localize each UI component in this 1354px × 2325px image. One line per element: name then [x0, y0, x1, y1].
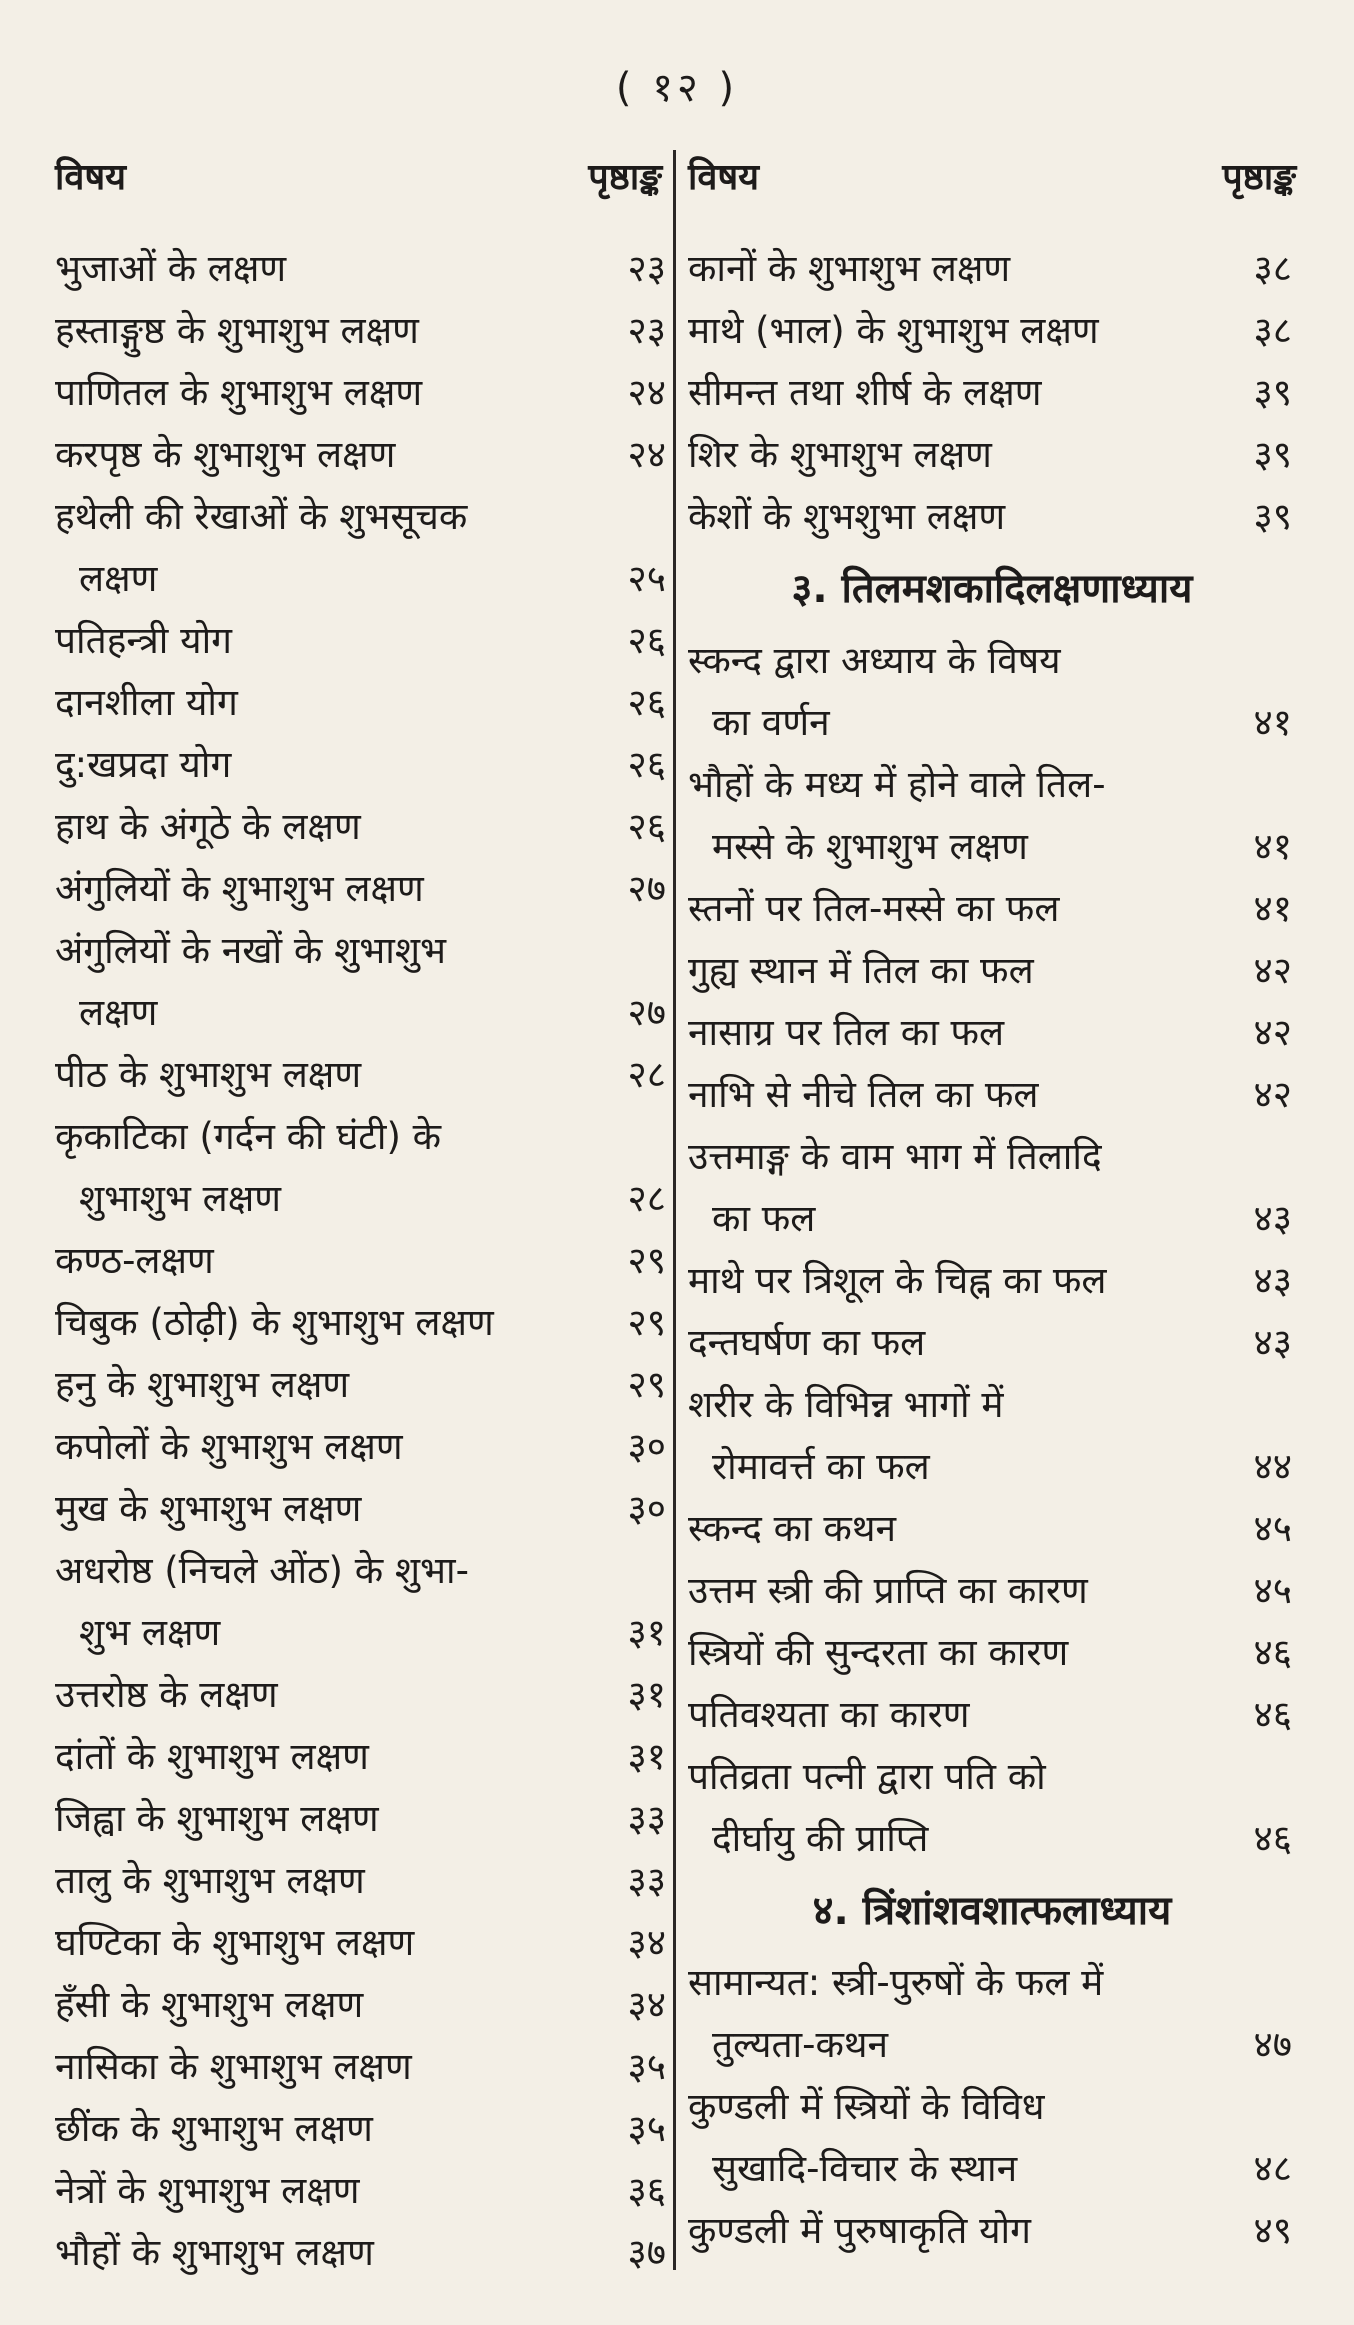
entry-page-number: २७ — [627, 991, 666, 1034]
toc-entry — [688, 630, 1296, 754]
toc-entry — [55, 858, 670, 920]
entry-title: कण्ठ-लक्षण — [55, 1239, 214, 1282]
entry-title: घण्टिका के शुभाशुभ लक्षण — [55, 1921, 415, 1964]
toc-entry — [55, 486, 670, 610]
toc-entry — [688, 1312, 1296, 1374]
entry-title: तालु के शुभाशुभ लक्षण — [55, 1859, 365, 1902]
toc-entry — [688, 1684, 1296, 1746]
entry-title — [688, 2076, 1222, 2200]
entry-title — [55, 486, 596, 610]
entry-title: केशों के शुभशुभा लक्षण — [688, 495, 1006, 538]
toc-entry — [55, 672, 670, 734]
toc-entry — [688, 1560, 1296, 1622]
entry-page-number: ३४ — [627, 1983, 666, 2026]
entry-title: पतिवश्यता का कारण — [688, 1693, 970, 1736]
entry-page-number: ४४ — [1253, 1445, 1292, 1488]
entry-title: दन्तघर्षण का फल — [688, 1321, 926, 1364]
right-entry-list-c — [688, 1952, 1296, 2262]
entry-page-number: २६ — [627, 681, 666, 724]
entry-title: हनु के शुभाशुभ लक्षण — [55, 1363, 350, 1406]
entry-title: भौहों के शुभाशुभ लक्षण — [55, 2231, 374, 2274]
entry-title-line1: स्कन्द द्वारा अध्याय के विषय — [688, 639, 1061, 682]
entry-title — [55, 1540, 596, 1664]
entry-title — [688, 1374, 1222, 1498]
entry-title — [55, 920, 596, 1044]
entry-page-number: ४३ — [1253, 1321, 1292, 1364]
left-column — [55, 148, 670, 2284]
entry-title-line1: भौहों के मध्य में होने वाले तिल- — [688, 763, 1106, 806]
entry-page-number: ४७ — [1253, 2023, 1292, 2066]
entry-page-number: ४२ — [1253, 1073, 1292, 1116]
toc-entry — [688, 1250, 1296, 1312]
entry-page-number: २४ — [627, 371, 666, 414]
entry-title: स्तनों पर तिल-मस्से का फल — [688, 887, 1060, 930]
entry-title — [688, 754, 1222, 878]
entry-page-number: २९ — [627, 1301, 666, 1344]
entry-title: नासाग्र पर तिल का फल — [688, 1011, 1005, 1054]
toc-entry — [55, 1230, 670, 1292]
entry-title: कानों के शुभाशुभ लक्षण — [688, 247, 1011, 290]
toc-entry — [688, 1126, 1296, 1250]
entry-title-line2: शुभाशुभ लक्षण — [79, 1177, 282, 1220]
toc-entry — [688, 362, 1296, 424]
subject-heading: विषय — [688, 157, 760, 198]
column-divider — [673, 150, 676, 2270]
toc-entry — [688, 238, 1296, 300]
toc-entry — [55, 920, 670, 1044]
entry-page-number: ४२ — [1253, 1011, 1292, 1054]
entry-page-number: ३५ — [627, 2107, 666, 2150]
entry-page-number: ३६ — [627, 2169, 666, 2212]
entry-title: करपृष्ठ के शुभाशुभ लक्षण — [55, 433, 396, 476]
section-heading-3: ३. तिलमशकादिलक्षणाध्याय — [791, 566, 1193, 612]
entry-page-number: ४३ — [1253, 1197, 1292, 1240]
entry-page-number: २८ — [627, 1177, 666, 1220]
toc-entry — [688, 940, 1296, 1002]
toc-entry — [688, 2076, 1296, 2200]
entry-title: शिर के शुभाशुभ लक्षण — [688, 433, 992, 476]
left-entry-list — [55, 238, 670, 2284]
entry-title: पीठ के शुभाशुभ लक्षण — [55, 1053, 362, 1096]
toc-entry — [55, 1354, 670, 1416]
entry-title: पतिहन्त्री योग — [55, 619, 233, 662]
entry-title-line1: कुण्डली में स्त्रियों के विविध — [688, 2085, 1045, 2128]
entry-title-line2: सुखादि-विचार के स्थान — [712, 2147, 1018, 2190]
toc-entry — [688, 2200, 1296, 2262]
toc-entry — [55, 2098, 670, 2160]
entry-page-number: ३१ — [627, 1611, 666, 1654]
toc-entry — [55, 796, 670, 858]
toc-entry — [55, 1726, 670, 1788]
entry-title: अंगुलियों के शुभाशुभ लक्षण — [55, 867, 424, 910]
entry-title-line2: रोमावर्त्त का फल — [712, 1445, 930, 1488]
entry-page-number: २३ — [627, 247, 666, 290]
entry-title-line2: तुल्यता-कथन — [712, 2023, 889, 2066]
entry-page-number: ४१ — [1253, 887, 1292, 930]
entry-title: नाभि से नीचे तिल का फल — [688, 1073, 1039, 1116]
entry-page-number: ३५ — [627, 2045, 666, 2088]
entry-page-number: ३३ — [627, 1797, 666, 1840]
entry-page-number: ३१ — [627, 1735, 666, 1778]
page-heading: पृष्ठाङ्क — [588, 157, 662, 198]
toc-entry — [55, 424, 670, 486]
entry-page-number: ३१ — [627, 1673, 666, 1716]
entry-title: हस्ताङ्गुष्ठ के शुभाशुभ लक्षण — [55, 309, 419, 352]
entry-title: हाथ के अंगूठे के लक्षण — [55, 805, 361, 848]
toc-entry — [55, 1292, 670, 1354]
entry-title-line2: का वर्णन — [712, 701, 830, 744]
toc-entry — [55, 610, 670, 672]
entry-title: भुजाओं के लक्षण — [55, 247, 287, 290]
entry-title-line1: अधरोष्ठ (निचले ओंठ) के शुभा- — [55, 1549, 469, 1592]
entry-page-number: ३९ — [1253, 495, 1292, 538]
entry-page-number: २९ — [627, 1363, 666, 1406]
entry-title: मुख के शुभाशुभ लक्षण — [55, 1487, 362, 1530]
page-heading: पृष्ठाङ्क — [1222, 157, 1296, 198]
toc-entry — [55, 1106, 670, 1230]
toc-entry — [688, 1498, 1296, 1560]
toc-entry — [688, 1952, 1296, 2076]
toc-entry — [688, 878, 1296, 940]
entry-title: कपोलों के शुभाशुभ लक्षण — [55, 1425, 403, 1468]
entry-page-number: ४१ — [1253, 825, 1292, 868]
entry-title-line2: मस्से के शुभाशुभ लक्षण — [712, 825, 1028, 868]
toc-entry — [55, 1044, 670, 1106]
entry-page-number: ३० — [627, 1425, 666, 1468]
entry-page-number: ४५ — [1253, 1507, 1292, 1550]
right-entry-list-b — [688, 630, 1296, 1870]
entry-title: छींक के शुभाशुभ लक्षण — [55, 2107, 373, 2150]
toc-entry — [55, 1912, 670, 1974]
entry-page-number: ३७ — [627, 2231, 666, 2274]
toc-entry — [55, 2222, 670, 2284]
entry-page-number: ४६ — [1253, 1693, 1292, 1736]
entry-title: दु:खप्रदा योग — [55, 743, 232, 786]
entry-title-line2: लक्षण — [79, 557, 158, 600]
toc-entry — [688, 1746, 1296, 1870]
entry-title — [688, 1126, 1222, 1250]
entry-page-number: ३९ — [1253, 371, 1292, 414]
entry-page-number: ४१ — [1253, 701, 1292, 744]
page-number: ( १२ ) — [615, 65, 739, 111]
toc-entry — [55, 300, 670, 362]
entry-page-number: २८ — [627, 1053, 666, 1096]
entry-page-number: ४९ — [1253, 2209, 1292, 2252]
entry-title-line2: शुभ लक्षण — [79, 1611, 221, 1654]
entry-title-line1: कृकाटिका (गर्दन की घंटी) के — [55, 1115, 442, 1158]
entry-page-number: ४५ — [1253, 1569, 1292, 1612]
entry-title — [55, 1106, 596, 1230]
entry-title: नेत्रों के शुभाशुभ लक्षण — [55, 2169, 360, 2212]
toc-entry — [688, 424, 1296, 486]
subject-heading: विषय — [55, 157, 127, 198]
entry-title-line1: अंगुलियों के नखों के शुभाशुभ — [55, 929, 446, 972]
toc-entry — [55, 734, 670, 796]
entry-title-line1: पतिव्रता पत्नी द्वारा पति को — [688, 1755, 1046, 1798]
entry-title: दांतों के शुभाशुभ लक्षण — [55, 1735, 369, 1778]
entry-title: माथे पर त्रिशूल के चिह्न का फल — [688, 1259, 1107, 1302]
entry-title-line1: शरीर के विभिन्न भागों में — [688, 1383, 1004, 1426]
entry-title: नासिका के शुभाशुभ लक्षण — [55, 2045, 412, 2088]
entry-title: पाणितल के शुभाशुभ लक्षण — [55, 371, 423, 414]
entry-title: चिबुक (ठोढ़ी) के शुभाशुभ लक्षण — [55, 1301, 494, 1344]
entry-page-number: ३९ — [1253, 433, 1292, 476]
toc-entry — [55, 1416, 670, 1478]
entry-page-number: ३० — [627, 1487, 666, 1530]
entry-page-number: ३४ — [627, 1921, 666, 1964]
entry-title-line1: उत्तमाङ्ग के वाम भाग में तिलादि — [688, 1135, 1102, 1178]
entry-title: हँसी के शुभाशुभ लक्षण — [55, 1983, 364, 2026]
entry-title: स्त्रियों की सुन्दरता का कारण — [688, 1631, 1069, 1674]
entry-page-number: ३८ — [1253, 247, 1292, 290]
toc-entry — [55, 1478, 670, 1540]
entry-title-line1: हथेली की रेखाओं के शुभसूचक — [55, 495, 468, 538]
entry-page-number: २५ — [627, 557, 666, 600]
entry-title — [688, 630, 1222, 754]
entry-page-number: ४२ — [1253, 949, 1292, 992]
entry-page-number: ४८ — [1253, 2147, 1292, 2190]
entry-title-line2: का फल — [712, 1197, 816, 1240]
entry-title: उत्तरोष्ठ के लक्षण — [55, 1673, 278, 1716]
entry-page-number: २३ — [627, 309, 666, 352]
entry-page-number: २६ — [627, 619, 666, 662]
entry-page-number: ३३ — [627, 1859, 666, 1902]
entry-title — [688, 1746, 1222, 1870]
entry-title-line2: लक्षण — [79, 991, 158, 1034]
entry-title: स्कन्द का कथन — [688, 1507, 897, 1550]
toc-entry — [688, 486, 1296, 548]
right-column-header — [688, 148, 1296, 208]
toc-entry — [55, 2036, 670, 2098]
entry-title: दानशीला योग — [55, 681, 238, 724]
toc-entry — [55, 1788, 670, 1850]
entry-page-number: २६ — [627, 805, 666, 848]
right-entry-list-a — [688, 238, 1296, 548]
entry-title: गुह्य स्थान में तिल का फल — [688, 949, 1034, 992]
left-column-header — [55, 148, 670, 208]
entry-title: जिह्वा के शुभाशुभ लक्षण — [55, 1797, 379, 1840]
toc-entry — [688, 300, 1296, 362]
entry-page-number: ३८ — [1253, 309, 1292, 352]
toc-entry — [55, 1850, 670, 1912]
entry-title — [688, 1952, 1222, 2076]
toc-entry — [688, 1374, 1296, 1498]
entry-page-number: ४६ — [1253, 1631, 1292, 1674]
toc-entry — [55, 2160, 670, 2222]
toc-entry — [55, 1974, 670, 2036]
toc-entry — [55, 362, 670, 424]
entry-page-number: २६ — [627, 743, 666, 786]
entry-page-number: २४ — [627, 433, 666, 476]
toc-entry — [55, 238, 670, 300]
toc-entry — [688, 1002, 1296, 1064]
toc-entry — [688, 1064, 1296, 1126]
toc-entry — [688, 1622, 1296, 1684]
entry-page-number: ४३ — [1253, 1259, 1292, 1302]
entry-title: कुण्डली में पुरुषाकृति योग — [688, 2209, 1031, 2252]
right-column — [688, 148, 1296, 2262]
entry-title: माथे (भाल) के शुभाशुभ लक्षण — [688, 309, 1099, 352]
toc-entry — [55, 1540, 670, 1664]
entry-page-number: २७ — [627, 867, 666, 910]
toc-entry — [688, 754, 1296, 878]
section-heading-4: ४. त्रिंशांशवशात्फलाध्याय — [812, 1888, 1172, 1934]
entry-title: उत्तम स्त्री की प्राप्ति का कारण — [688, 1569, 1088, 1612]
entry-title-line2: दीर्घायु की प्राप्ति — [712, 1817, 929, 1860]
entry-title-line1: सामान्यत: स्त्री-पुरुषों के फल में — [688, 1961, 1104, 2004]
entry-page-number: २९ — [627, 1239, 666, 1282]
toc-entry — [55, 1664, 670, 1726]
entry-title: सीमन्त तथा शीर्ष के लक्षण — [688, 371, 1042, 414]
entry-page-number: ४६ — [1253, 1817, 1292, 1860]
